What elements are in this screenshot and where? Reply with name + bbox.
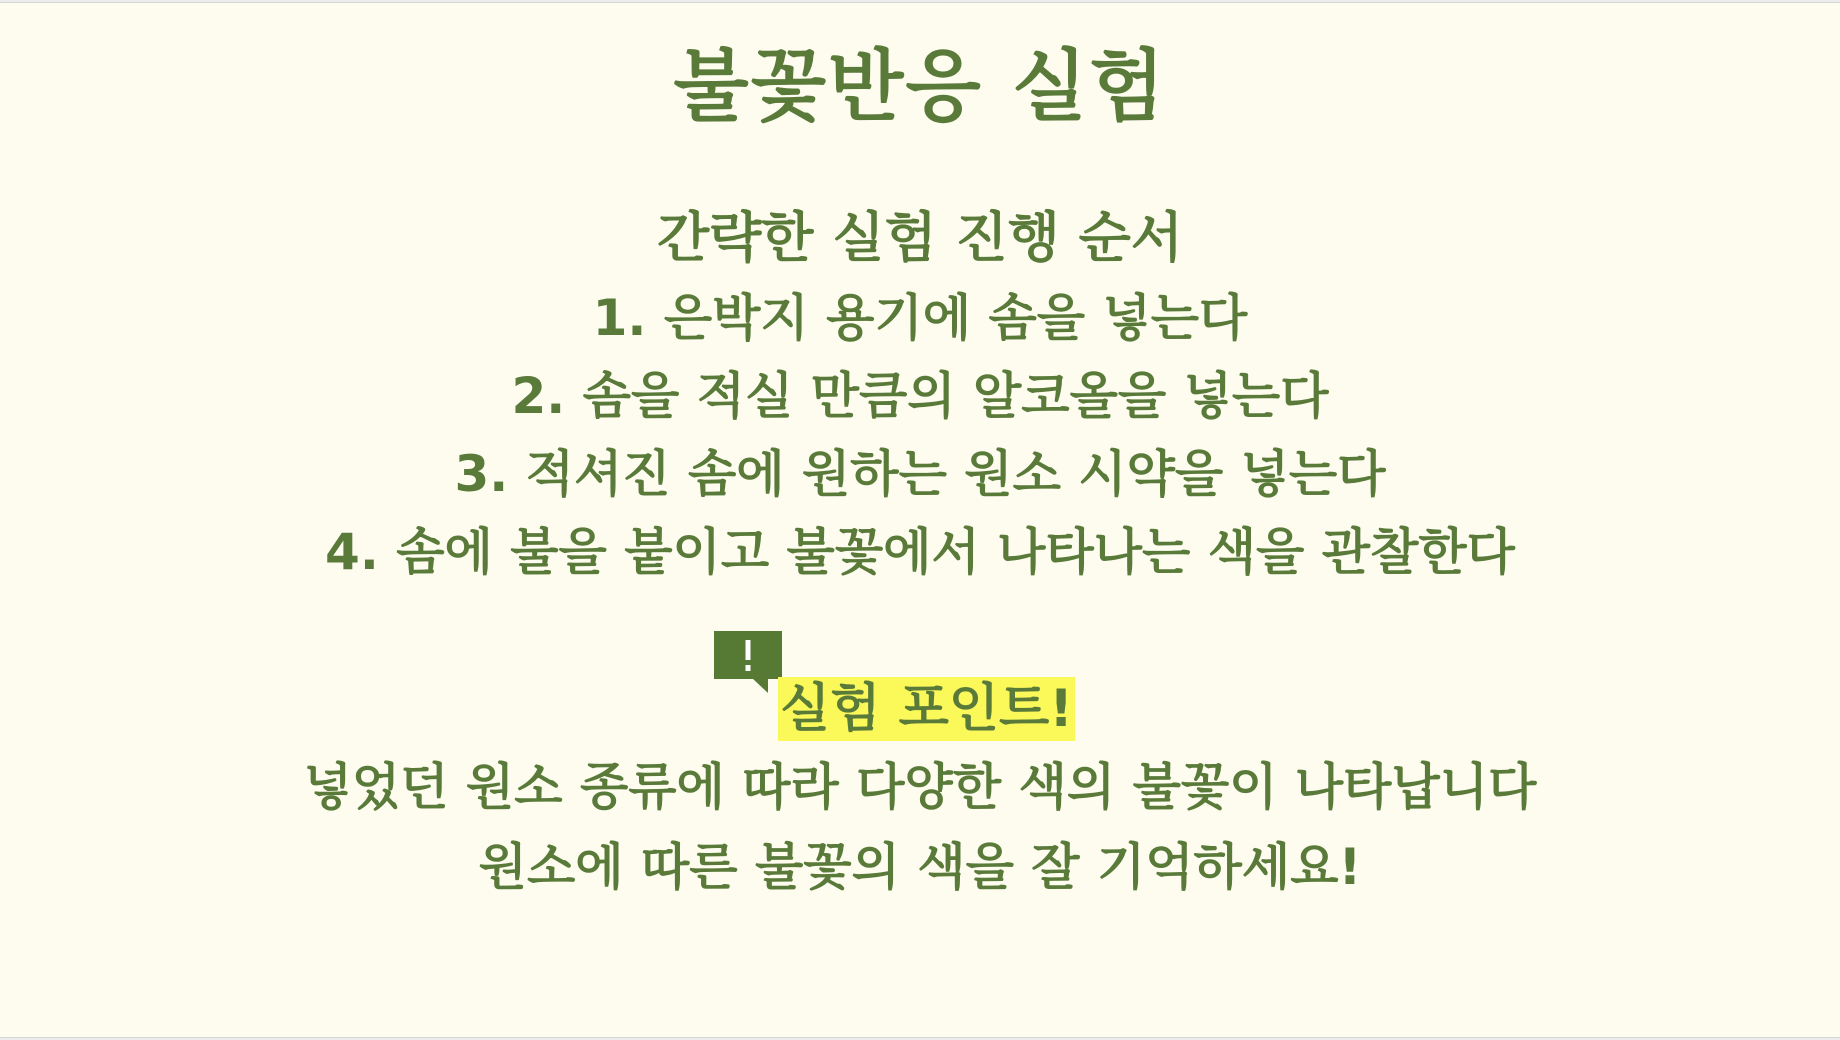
procedure-step-3: 3. 적셔진 솜에 원하는 원소 시약을 넣는다: [454, 445, 1386, 503]
slide-title: 불꽃반응 실험: [673, 42, 1167, 132]
experiment-point-line-2: 원소에 따른 불꽃의 색을 잘 기억하세요!: [478, 838, 1362, 896]
experiment-point-line-1: 넣었던 원소 종류에 따라 다양한 색의 불꽃이 나타납니다: [303, 758, 1537, 816]
procedure-section: [0, 199, 1840, 591]
exclamation-speech-bubble-icon: [714, 631, 786, 695]
procedure-step-1: 1. 은박지 용기에 솜을 넣는다: [592, 289, 1248, 347]
procedure-heading: 간략한 실험 진행 순서: [657, 206, 1183, 269]
experiment-point-text: [0, 747, 1840, 907]
procedure-step-2: 2. 솜을 적실 만큼의 알코올을 넣는다: [511, 367, 1329, 425]
slide: [0, 2, 1840, 1038]
procedure-step-4: 4. 솜에 불을 붙이고 불꽃에서 나타나는 색을 관찰한다: [325, 523, 1515, 581]
experiment-point-label: 실험 포인트!: [780, 679, 1073, 739]
